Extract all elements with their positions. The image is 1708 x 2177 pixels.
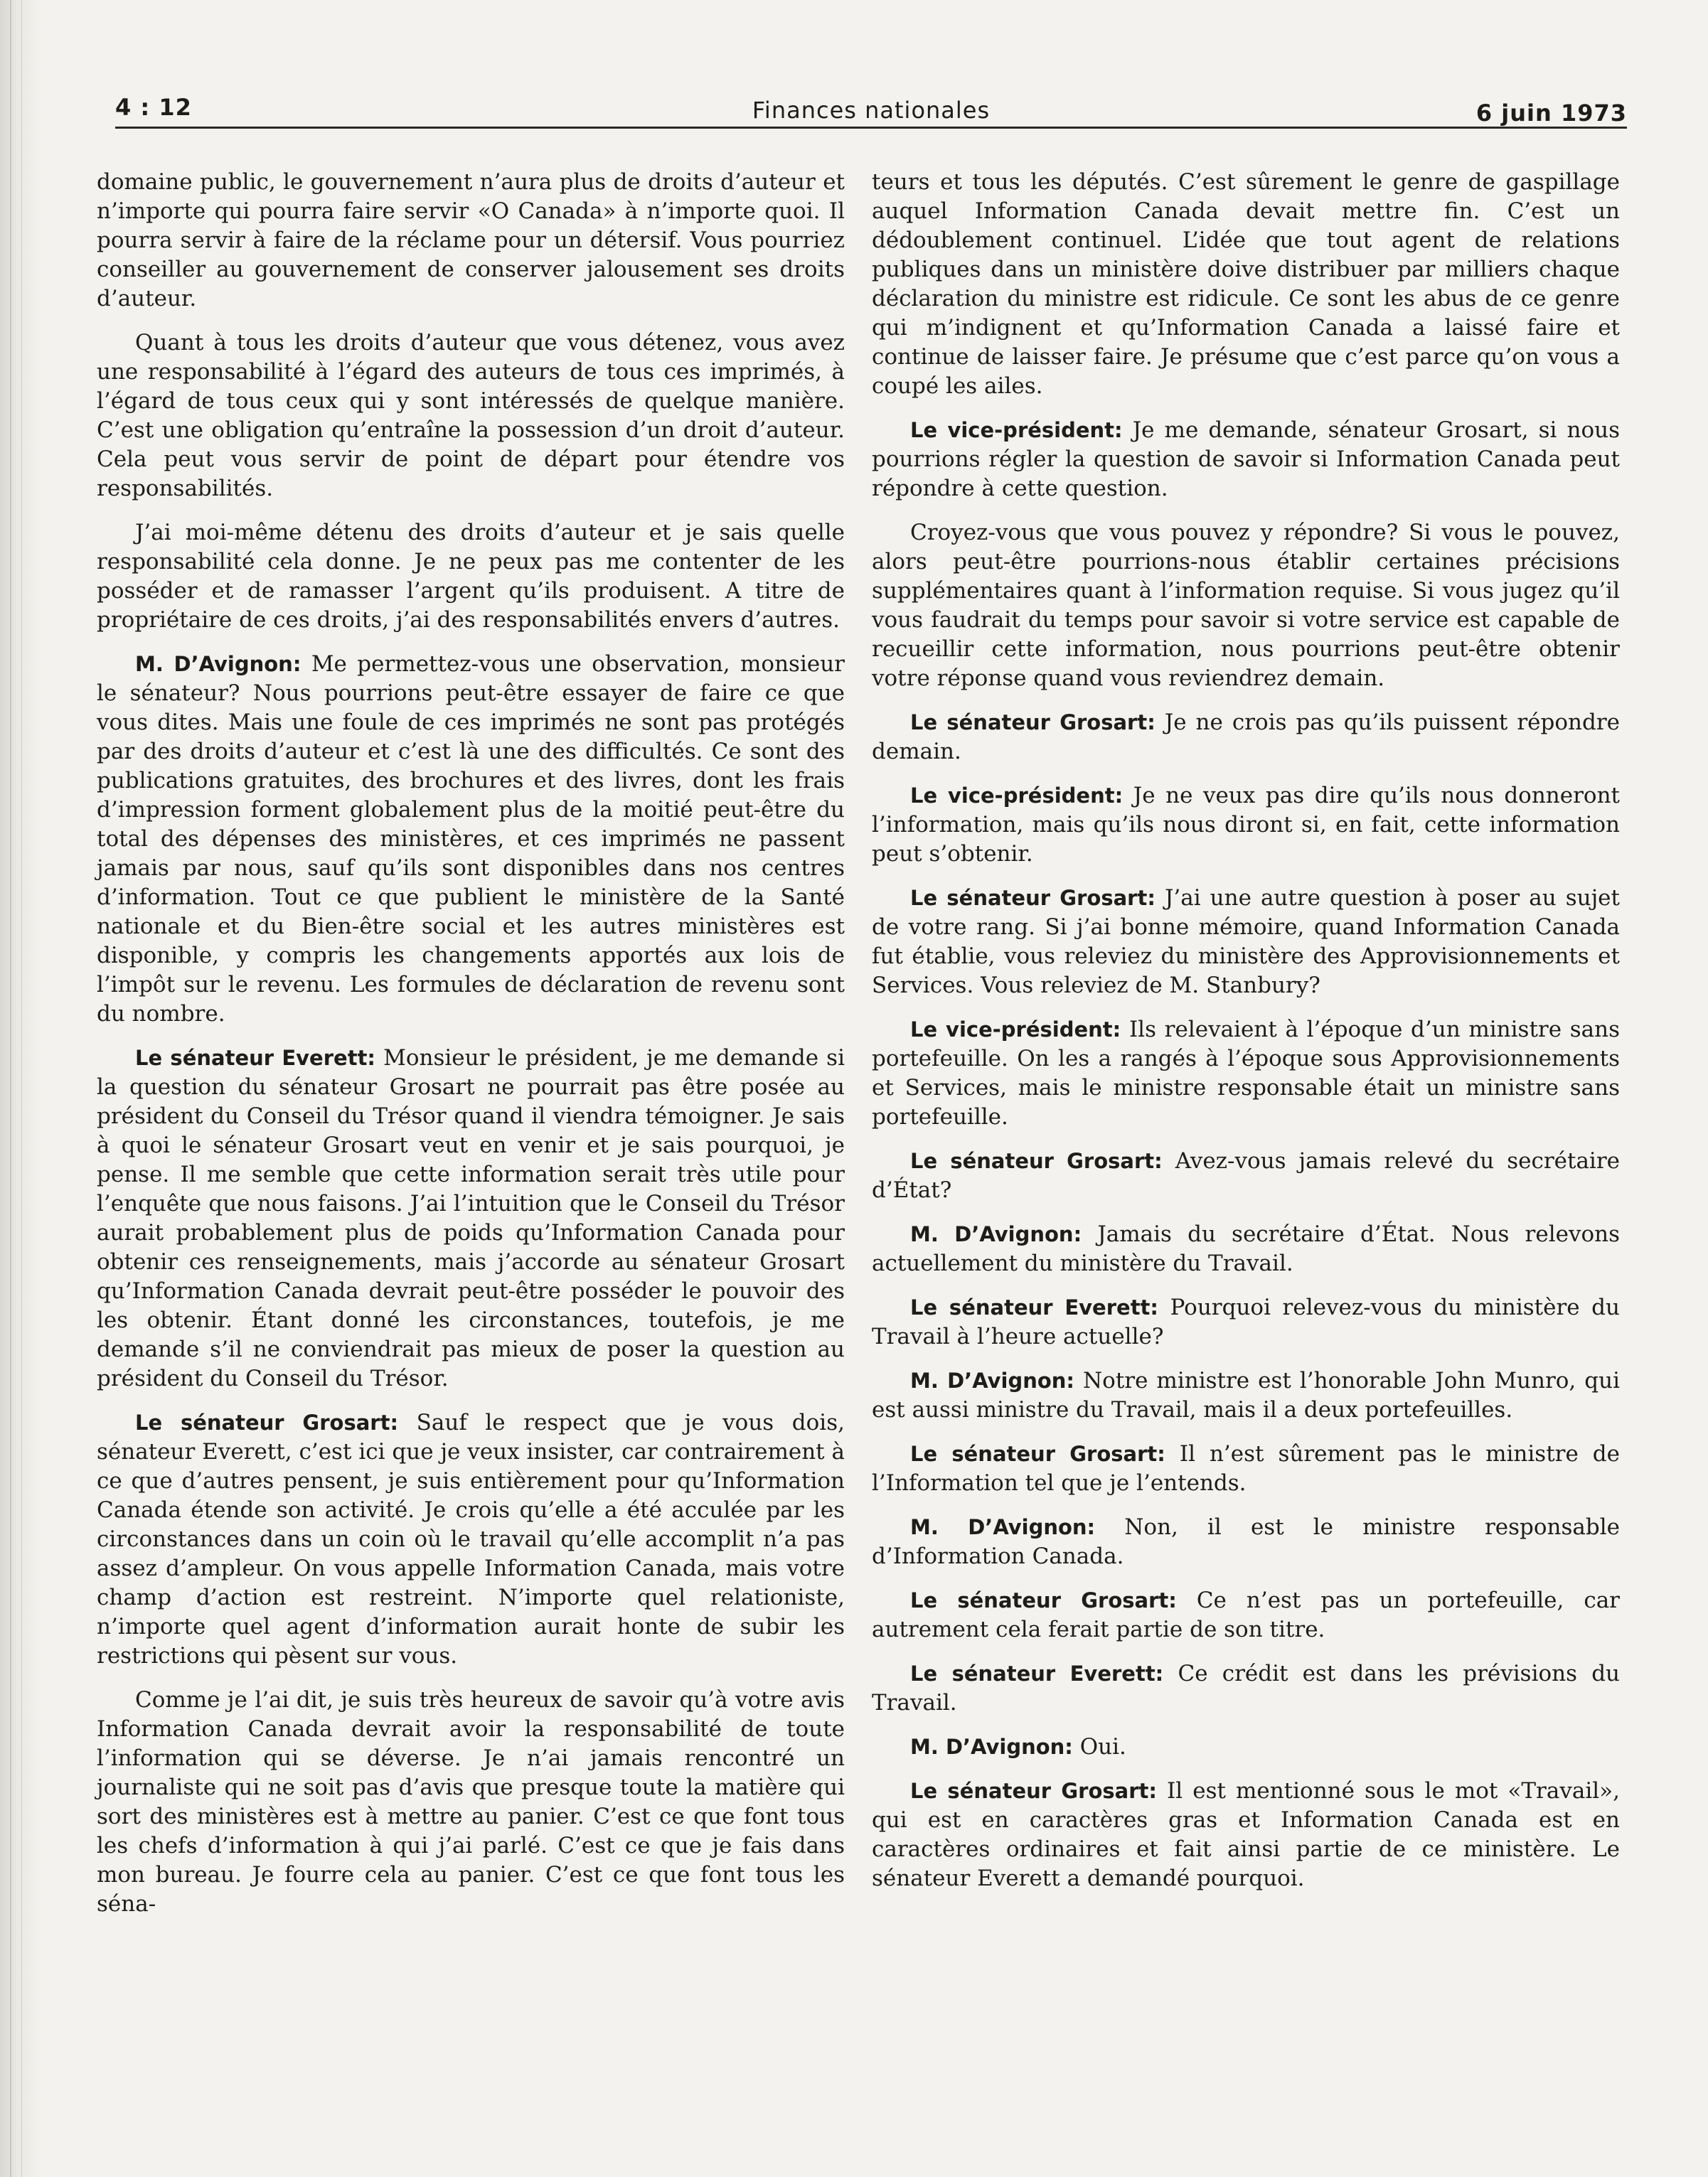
paragraph-text: Non, il est le ministre responsable d’Information Canada. (872, 1514, 1621, 1569)
transcript-paragraph (872, 168, 1620, 401)
speaker-name: Le vice-président: (910, 783, 1123, 808)
speaker-name: Le vice-président: (910, 1017, 1121, 1042)
transcript-paragraph (872, 1293, 1620, 1352)
paragraph-text: J’ai une autre question à poser au sujet de votre rang. Si j’ai bonne mémoire, quand Information Canada fut établie, vous releviez du ministère des Approvisionnements et Services. Vous releviez de M. Stanbury? (872, 885, 1620, 998)
issue-date: 6 juin 1973 (1475, 100, 1627, 127)
paragraph-text: Pourquoi relevez-vous du ministère du Travail à l’heure actuelle? (872, 1295, 1620, 1349)
left-column (97, 168, 845, 1934)
paragraph-text: Comme je l’ai dit, je suis très heureux de savoir qu’à votre avis Information Canada devrait avoir la responsabilité de toute l’information qui se déverse. Je n’ai jamais rencontré un journaliste qui ne soit pas d’avis que presque toute la matière qui sort des ministères est à mettre au panier. C’est ce que font tous les chefs d’information à qui j’ai parlé. C’est ce que je fais dans mon bureau. Je fourre cela au panier. C’est ce que font tous les séna- (97, 1687, 845, 1917)
transcript-paragraph (872, 1015, 1620, 1132)
speaker-name: Le sénateur Everett: (135, 1046, 376, 1070)
transcript-paragraph (872, 1586, 1620, 1644)
paragraph-text: Jamais du secrétaire d’État. Nous relevons actuellement du ministère du Travail. (872, 1221, 1621, 1276)
paragraph-text: Il est mentionné sous le mot «Travail», qui est en caractères gras et Information Canada est en caractères ordinaires et fait ainsi partie de ce ministère. Le sénateur Everett a demandé pourquoi. (872, 1778, 1620, 1891)
transcript-paragraph (872, 518, 1620, 693)
transcript-paragraph (97, 1686, 845, 1919)
publication-title: Finances nationales (752, 97, 991, 124)
paragraph-text: Je me demande, sénateur Grosart, si nous pourrions régler la question de savoir si Information Canada peut répondre à cette question. (872, 417, 1620, 501)
transcript-paragraph (97, 518, 845, 635)
paragraph-text: Notre ministre est l’honorable John Munro, qui est aussi ministre du Travail, mais il a deux portefeuilles. (872, 1368, 1621, 1423)
speaker-name: Le sénateur Grosart: (910, 1442, 1165, 1466)
speaker-name: M. D’Avignon: (135, 652, 301, 676)
paragraph-text: Monsieur le président, je me demande si la question du sénateur Grosart ne pourrait pas être posée au président du Conseil du Trésor quand il viendra témoigner. Je sais à quoi le sénateur Grosart veut en venir et je sais pourquoi, je pense. Il me semble que cette information serait très utile pour l’enquête que nous faisons. J’ai l’intuition que le Conseil du Trésor aurait probablement plus de poids qu’Information Canada pour obtenir ces renseignements, mais j’accorde au sénateur Grosart qu’Information Canada devrait peut-être posséder le pouvoir des les obtenir. Étant donné les circonstances, toutefois, je me demande s’il ne conviendrait pas mieux de poser la question au président du Conseil du Trésor. (97, 1045, 845, 1391)
paragraph-text: Oui. (1079, 1734, 1126, 1760)
transcript-paragraph (872, 781, 1620, 869)
speaker-name: Le sénateur Grosart: (910, 1779, 1157, 1803)
transcript-paragraph (872, 884, 1620, 1000)
page-reference: 4 : 12 (115, 94, 192, 121)
page-binding-edge (0, 0, 43, 2177)
transcript-paragraph (872, 1366, 1620, 1425)
speaker-name: Le sénateur Grosart: (910, 886, 1155, 910)
speaker-name: M. D’Avignon: (910, 1369, 1075, 1393)
paragraph-text: Ils relevaient à l’époque d’un ministre sans portefeuille. On les a rangés à l’époque sous Approvisionnements et Services, mais le ministre responsable était un ministre sans portefeuille. (872, 1017, 1620, 1130)
paragraph-text: Sauf le respect que je vous dois, sénateur Everett, c’est ici que je veux insister, car contrairement à ce que d’autres pensent, je suis entièrement pour qu’Information Canada étende son activité. Je crois qu’elle a été acculée par les circonstances dans un coin où le travail qu’elle accomplit n’a pas assez d’ampleur. On vous appelle Information Canada, mais votre champ d’action est restreint. N’importe quel relationiste, n’importe quel agent d’information aurait honte de subir les restrictions qui pèsent sur vous. (97, 1410, 845, 1669)
transcript-paragraph (872, 708, 1620, 766)
transcript-paragraph (872, 416, 1620, 503)
paragraph-text: teurs et tous les députés. C’est sûrement le genre de gaspillage auquel Information Canada devait mettre fin. C’est un dédoublement continuel. L’idée que tout agent de relations publiques dans un ministère doive distribuer par milliers chaque déclaration du ministre est ridicule. Ce sont les abus de ce genre qui m’indignent et qu’Information Canada a laissé faire et continue de laisser faire. Je présume que c’est parce qu’on vous a coupé les ailes. (872, 169, 1620, 399)
paragraph-text: Il n’est sûrement pas le ministre de l’Information tel que je l’entends. (872, 1441, 1620, 1496)
paragraph-text: Avez-vous jamais relevé du secrétaire d’État? (872, 1148, 1621, 1203)
speaker-name: Le sénateur Grosart: (910, 710, 1155, 734)
transcript-paragraph (872, 1777, 1620, 1893)
paragraph-text: Croyez-vous que vous pouvez y répondre? Si vous le pouvez, alors peut-être pourrions-nous établir certaines précisions supplémentaires quant à l’information requise. Si vous jugez qu’il vous faudrait du temps pour savoir si votre service est capable de recueillir cette information, nous pourrions peut-être obtenir votre réponse quand vous reviendrez demain. (872, 520, 1620, 691)
transcript-paragraph (97, 168, 845, 314)
transcript-paragraph (872, 1147, 1620, 1205)
paragraph-text: Je ne crois pas qu’ils puissent répondre demain. (872, 710, 1620, 764)
speaker-name: M. D’Avignon: (910, 1515, 1096, 1539)
speaker-name: Le sénateur Everett: (910, 1662, 1164, 1686)
paragraph-text: Je ne veux pas dire qu’ils nous donneront l’information, mais qu’ils nous diront si, en fait, cette information peut s’obtenir. (872, 783, 1621, 867)
transcript-paragraph (97, 1044, 845, 1394)
speaker-name: M. D’Avignon: (910, 1222, 1082, 1246)
transcript-paragraph (872, 1440, 1620, 1498)
speaker-name: Le vice-président: (910, 418, 1123, 442)
paragraph-text: Ce crédit est dans les prévisions du Travail. (872, 1661, 1621, 1716)
transcript-paragraph (97, 328, 845, 503)
paragraph-text: Me permettez-vous une observation, monsieur le sénateur? Nous pourrions peut-être essayer de faire ce que vous dites. Mais une foule de ces imprimés ne sont pas protégés par des droits d’auteur et c’est là une des difficultés. Ce sont des publications gratuites, des brochures et des livres, dont les frais d’impression forment globalement plus de la moitié peut-être du total des dépenses des ministères, et ces imprimés ne passent jamais par nous, sauf qu’ils sont disponibles dans nos centres d’information. Tout ce que publient le ministère de la Santé nationale et du Bien-être social et les autres ministères est disponible, y compris les changements apportés aux lois de l’impôt sur le revenu. Les formules de déclaration de revenu sont du nombre. (97, 651, 845, 1027)
paragraph-text: J’ai moi-même détenu des droits d’auteur et je sais quelle responsabilité cela donne. Je ne peux pas me contenter de les posséder et de ramasser l’argent qu’ils produisent. A titre de propriétaire de ces droits, j’ai des responsabilités envers d’autres. (97, 520, 845, 633)
transcript-paragraph (872, 1659, 1620, 1718)
transcript-paragraph (872, 1513, 1620, 1571)
speaker-name: Le sénateur Grosart: (910, 1149, 1163, 1173)
speaker-name: Le sénateur Grosart: (910, 1588, 1177, 1612)
speaker-name: M. D’Avignon: (910, 1735, 1073, 1759)
paragraph-text: Quant à tous les droits d’auteur que vous détenez, vous avez une responsabilité à l’égard des auteurs de tous ces imprimés, à l’égard de tous ceux qui y sont intéressés de quelque manière. C’est une obligation qu’entraîne la possession d’un droit d’auteur. Cela peut vous servir de point de départ pour étendre vos responsabilités. (97, 330, 845, 501)
paragraph-text: domaine public, le gouvernement n’aura plus de droits d’auteur et n’importe qui pourra faire servir «O Canada» à n’importe quoi. Il pourra servir à faire de la réclame pour un détersif. Vous pourriez conseiller au gouvernement de conserver jalousement ses droits d’auteur. (97, 169, 845, 311)
transcript-paragraph (97, 1408, 845, 1671)
transcript-paragraph (872, 1733, 1620, 1762)
speaker-name: Le sénateur Grosart: (135, 1411, 399, 1435)
paragraph-text: Ce n’est pas un portefeuille, car autrement cela ferait partie de son titre. (872, 1588, 1620, 1642)
running-header (115, 84, 1627, 129)
speaker-name: Le sénateur Everett: (910, 1295, 1159, 1320)
transcript-paragraph (97, 650, 845, 1029)
transcript-paragraph (872, 1220, 1620, 1278)
right-column (872, 168, 1620, 1908)
